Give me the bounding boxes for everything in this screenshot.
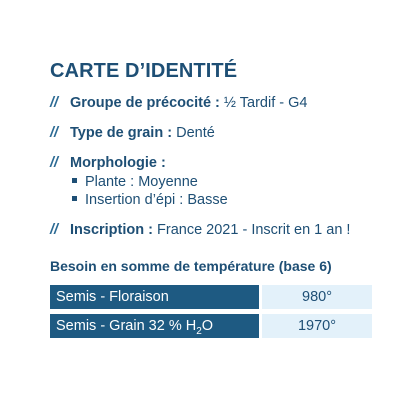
item-morphology: [50, 154, 166, 172]
row-label-text: Semis - Grain 32 % H: [56, 318, 197, 334]
item-precocity: [50, 94, 307, 112]
morphology-ear-insertion: [72, 191, 228, 209]
bullet-icon: [72, 196, 77, 201]
row-label-subscript: 2: [196, 325, 202, 337]
row-label-text: Semis - Floraison: [56, 289, 169, 305]
item-value: ½ Tardif - G4: [219, 95, 308, 111]
morphology-text: Insertion d’épi : Basse: [85, 192, 228, 208]
bullet-icon: [72, 178, 77, 183]
morphology-plant: [72, 173, 198, 191]
item-label: Groupe de précocité :: [70, 95, 220, 111]
item-label: Morphologie :: [70, 155, 166, 171]
item-value: Denté: [172, 125, 215, 141]
slash-marker: //: [50, 125, 59, 141]
temperature-row-label: [50, 285, 259, 309]
item-registration: [50, 221, 350, 239]
temperature-row: [50, 285, 372, 309]
item-label: Inscription :: [70, 222, 153, 238]
page-title: CARTE D’IDENTITÉ: [50, 60, 238, 82]
temperature-heading: Besoin en somme de température (base 6): [50, 258, 332, 274]
morphology-text: Plante : Moyenne: [85, 174, 198, 190]
item-grain-type: [50, 124, 215, 142]
temperature-row-label: [50, 314, 259, 338]
row-label-suffix: O: [201, 318, 214, 334]
item-label: Type de grain :: [70, 125, 173, 141]
item-value: France 2021 - Inscrit en 1 an !: [152, 222, 351, 238]
slash-marker: //: [50, 155, 59, 171]
temperature-row: [50, 314, 372, 338]
temperature-row-value: 1970°: [262, 314, 372, 338]
slash-marker: //: [50, 222, 59, 238]
slash-marker: //: [50, 95, 59, 111]
temperature-row-value: 980°: [262, 285, 372, 309]
